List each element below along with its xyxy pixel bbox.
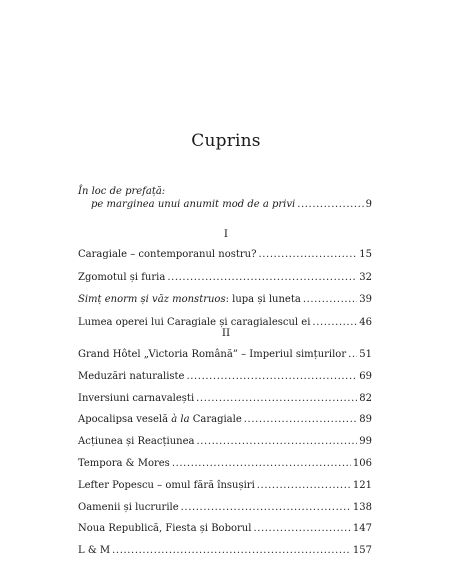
entry-page: 99 [359, 436, 372, 448]
entry-page: 15 [359, 249, 372, 260]
entry-title: Simț enorm și văz monstruos: lupa și luneta [78, 294, 301, 305]
entry-page: 51 [359, 349, 372, 360]
toc-entry [78, 348, 372, 361]
entry-page: 82 [359, 392, 372, 404]
dot-leader [253, 522, 350, 535]
section-entries-1 [78, 248, 372, 338]
entry-page: 89 [359, 414, 372, 426]
toc-entry [78, 501, 372, 514]
entry-title: Acțiunea și Reacțiunea [78, 436, 195, 448]
section-label-2: II [221, 327, 231, 339]
dot-leader [196, 435, 357, 448]
section-label-1: I [223, 228, 229, 240]
dot-leader [244, 413, 358, 426]
entry-title: Caragiale – contemporanul nostru? [78, 249, 257, 260]
entry-page: 32 [359, 271, 372, 283]
toc-entry [78, 370, 372, 383]
toc-entry [78, 544, 372, 557]
entry-title: Tempora & Mores [78, 457, 170, 469]
entry-page: 121 [352, 479, 372, 491]
toc-entry [78, 271, 372, 284]
toc-preface-entry [78, 185, 372, 211]
toc-entry [78, 479, 372, 492]
toc-entry [78, 392, 372, 405]
preface-row [91, 198, 372, 211]
toc-entry [78, 457, 372, 470]
toc-entry [78, 435, 372, 448]
section-entries-2 [78, 348, 372, 566]
dot-leader [297, 198, 363, 211]
entry-title: Apocalipsa veselă à la Caragiale [78, 414, 242, 426]
entry-title: L & M [78, 545, 111, 557]
entry-title: Zgomotul și furia [78, 271, 166, 283]
dot-leader [196, 392, 357, 405]
dot-leader [303, 293, 357, 306]
entry-title: Inversiuni carnavalești [78, 392, 195, 404]
entry-page: 69 [359, 370, 372, 382]
entry-page: 138 [352, 501, 372, 513]
toc-entry [78, 522, 372, 535]
dot-leader [167, 271, 357, 284]
dot-leader [181, 501, 351, 514]
dot-leader [186, 370, 357, 383]
entry-page: 157 [352, 545, 372, 557]
entry-title: Lumea operei lui Caragiale și caragialescul ei [78, 316, 311, 328]
preface-heading: În loc de prefață: [78, 186, 166, 197]
toc-entry [78, 413, 372, 426]
dot-leader [348, 348, 357, 361]
dot-leader [112, 544, 351, 557]
entry-page: 39 [359, 294, 372, 305]
entry-title: pe marginea unui anumit mod de a privi [91, 199, 296, 210]
entry-page: 147 [352, 523, 372, 535]
entry-page: 46 [359, 316, 372, 328]
page-title: Cuprins [191, 131, 261, 151]
entry-title: Grand Hôtel „Victoria Română” – Imperiul simțurilor [78, 349, 347, 360]
entry-title: Oamenii și lucrurile [78, 501, 179, 513]
entry-page: 106 [352, 457, 372, 469]
entry-title: Lefter Popescu – omul fără însușiri [78, 479, 255, 491]
dot-leader [172, 457, 351, 470]
entry-page: 9 [365, 199, 372, 210]
dot-leader [257, 479, 351, 492]
toc-entry [78, 293, 372, 306]
entry-title: Meduzări naturaliste [78, 370, 185, 382]
toc-entry [78, 248, 372, 261]
dot-leader [259, 248, 358, 261]
entry-title: Noua Republică, Fiesta și Boborul [78, 523, 252, 535]
